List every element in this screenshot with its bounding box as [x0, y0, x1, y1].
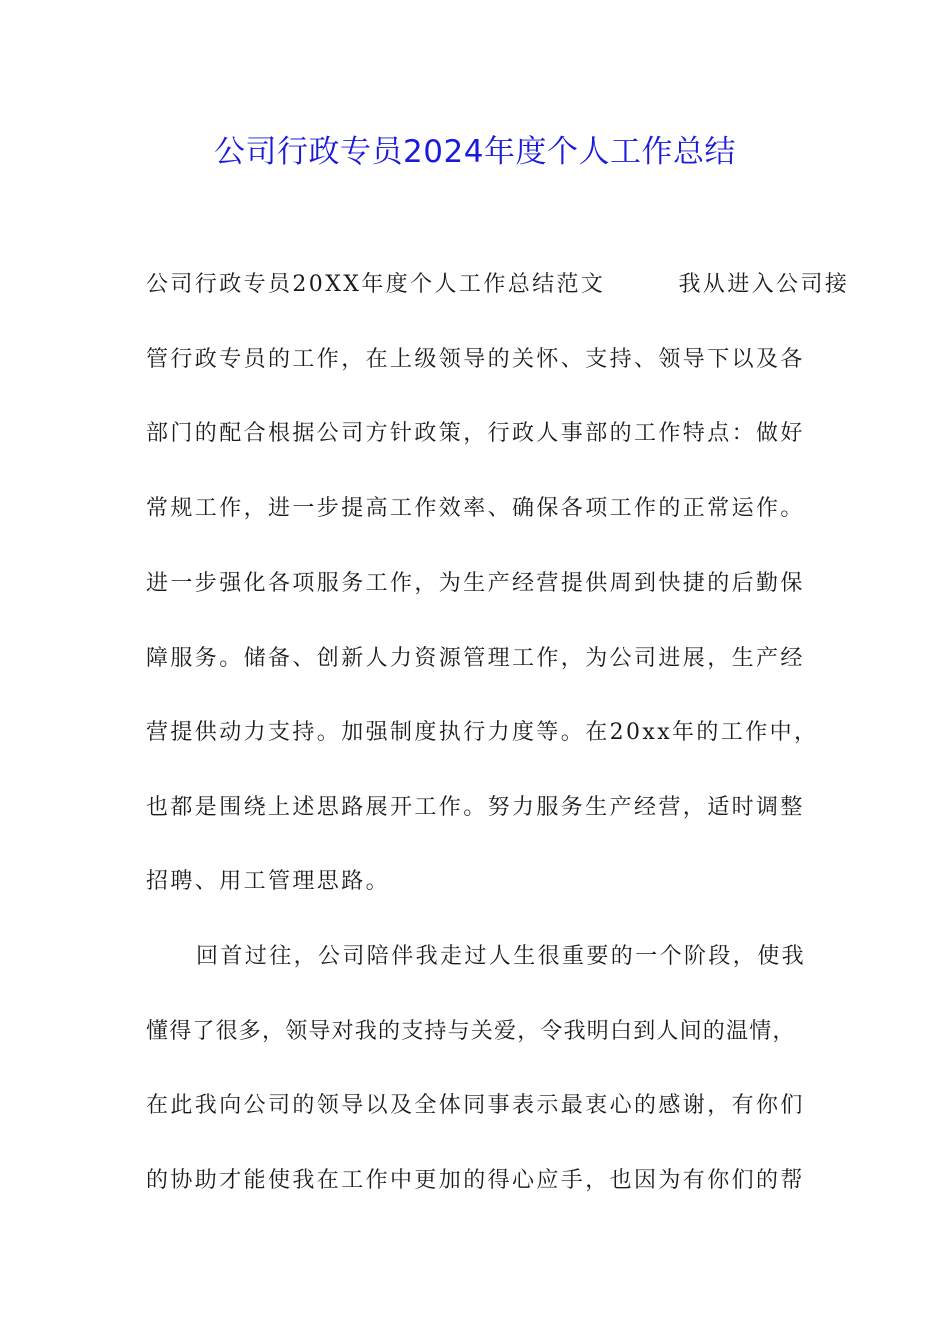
paragraph-line-5: 进一步强化各项服务工作，为生产经营提供周到快捷的后勤保 [146, 571, 805, 596]
paragraph-line-10: 回首过往，公司陪伴我走过人生很重要的一个阶段，使我 [196, 944, 807, 969]
paragraph-line-11: 懂得了很多，领导对我的支持与关爱，令我明白到人间的温情， [146, 1019, 796, 1044]
paragraph-line-12: 在此我向公司的领导以及全体同事表示最衷心的感谢，有你们 [146, 1093, 805, 1118]
paragraph-line-6: 障服务。储备、创新人力资源管理工作，为公司进展，生产经 [146, 646, 805, 671]
paragraph-line-7: 营提供动力支持。加强制度执行力度等。在20xx年的工作中， [146, 720, 819, 745]
paragraph-line-2: 管行政专员的工作，在上级领导的关怀、支持、领导下以及各 [146, 347, 805, 372]
paragraph-line-9: 招聘、用工管理思路。 [146, 869, 391, 894]
paragraph-line-1: 公司行政专员20XX年度个人工作总结范文 我从进入公司接 [146, 272, 850, 297]
document-title: 公司行政专员2024年度个人工作总结 [214, 134, 736, 170]
paragraph-line-13: 的协助才能使我在工作中更加的得心应手，也因为有你们的帮 [146, 1168, 805, 1193]
paragraph-line-3: 部门的配合根据公司方针政策，行政人事部的工作特点：做好 [146, 421, 805, 446]
paragraph-line-4: 常规工作，进一步提高工作效率、确保各项工作的正常运作。 [146, 496, 805, 521]
paragraph-line-8: 也都是围绕上述思路展开工作。努力服务生产经营，适时调整 [146, 795, 805, 820]
